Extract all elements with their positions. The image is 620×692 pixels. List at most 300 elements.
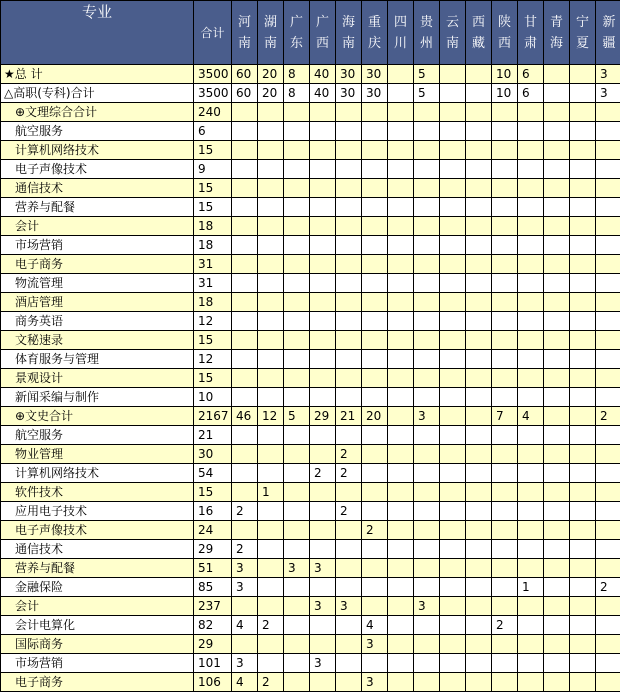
province-count-cell (388, 274, 414, 293)
province-count-cell (440, 369, 466, 388)
province-count-cell (310, 350, 336, 369)
province-count-cell (362, 103, 388, 122)
province-count-cell (440, 103, 466, 122)
province-count-cell (518, 350, 544, 369)
province-count-cell: 6 (518, 65, 544, 84)
province-count-cell (518, 217, 544, 236)
province-column-header (362, 1, 388, 65)
province-count-cell (596, 274, 620, 293)
province-count-cell (284, 236, 310, 255)
major-name-cell: 航空服务 (1, 122, 194, 141)
province-count-cell (284, 160, 310, 179)
province-count-cell (440, 426, 466, 445)
province-count-cell (388, 540, 414, 559)
province-count-cell (570, 635, 596, 654)
province-count-cell (440, 255, 466, 274)
province-count-cell: 3 (232, 559, 258, 578)
province-count-cell (570, 464, 596, 483)
province-count-cell (440, 597, 466, 616)
province-count-cell: 4 (518, 407, 544, 426)
province-header-char: 东 (284, 33, 309, 54)
province-count-cell (544, 502, 570, 521)
province-count-cell (570, 578, 596, 597)
province-count-cell (596, 445, 620, 464)
table-row (1, 540, 620, 559)
province-header-char: 州 (414, 33, 439, 54)
total-column-header: 合计 (194, 1, 232, 65)
province-count-cell (310, 369, 336, 388)
province-count-cell (310, 217, 336, 236)
total-cell: 12 (194, 312, 232, 331)
province-count-cell (414, 103, 440, 122)
province-count-cell (440, 559, 466, 578)
province-count-cell (414, 160, 440, 179)
province-count-cell (232, 236, 258, 255)
province-column-header (388, 1, 414, 65)
province-count-cell (518, 160, 544, 179)
province-count-cell: 40 (310, 65, 336, 84)
province-count-cell (570, 312, 596, 331)
province-column-header (284, 1, 310, 65)
table-row (1, 255, 620, 274)
province-count-cell (362, 483, 388, 502)
major-name-cell: ★总 计 (1, 65, 194, 84)
total-cell: 21 (194, 426, 232, 445)
table-row (1, 312, 620, 331)
province-count-cell: 3 (596, 65, 620, 84)
province-count-cell (518, 540, 544, 559)
province-count-cell (336, 198, 362, 217)
province-count-cell (596, 236, 620, 255)
province-count-cell (310, 445, 336, 464)
province-count-cell (388, 198, 414, 217)
province-count-cell (310, 426, 336, 445)
total-cell: 31 (194, 274, 232, 293)
province-count-cell (414, 255, 440, 274)
province-count-cell (336, 369, 362, 388)
province-count-cell (258, 179, 284, 198)
province-count-cell: 4 (362, 616, 388, 635)
major-name-cell: 市场营销 (1, 236, 194, 255)
province-count-cell (570, 540, 596, 559)
province-count-cell (310, 483, 336, 502)
province-count-cell (388, 236, 414, 255)
province-count-cell (544, 84, 570, 103)
province-count-cell (570, 103, 596, 122)
province-count-cell (544, 483, 570, 502)
province-count-cell (570, 597, 596, 616)
province-count-cell (466, 559, 492, 578)
province-count-cell (466, 597, 492, 616)
province-count-cell (232, 293, 258, 312)
province-count-cell (310, 616, 336, 635)
province-count-cell (336, 388, 362, 407)
province-column-header (414, 1, 440, 65)
province-count-cell (492, 312, 518, 331)
province-count-cell (362, 502, 388, 521)
province-count-cell (440, 274, 466, 293)
province-count-cell (310, 198, 336, 217)
province-header-char: 贵 (414, 12, 439, 33)
province-count-cell (310, 635, 336, 654)
province-count-cell (492, 274, 518, 293)
province-count-cell (258, 654, 284, 673)
total-cell: 3500 (194, 65, 232, 84)
province-count-cell (284, 578, 310, 597)
province-count-cell (544, 426, 570, 445)
province-count-cell (544, 65, 570, 84)
major-name-cell: △高职(专科)合计 (1, 84, 194, 103)
province-count-cell (518, 597, 544, 616)
total-cell: 15 (194, 141, 232, 160)
province-count-cell (570, 654, 596, 673)
province-count-cell (596, 255, 620, 274)
table-row (1, 179, 620, 198)
province-count-cell: 60 (232, 84, 258, 103)
province-count-cell: 3 (232, 654, 258, 673)
province-header-char: 疆 (596, 33, 620, 54)
province-count-cell (492, 236, 518, 255)
province-count-cell (362, 445, 388, 464)
province-count-cell (518, 122, 544, 141)
province-count-cell (232, 635, 258, 654)
province-count-cell (336, 654, 362, 673)
province-count-cell (388, 217, 414, 236)
province-count-cell (388, 654, 414, 673)
province-count-cell (440, 122, 466, 141)
total-cell: 2167 (194, 407, 232, 426)
province-count-cell: 4 (232, 616, 258, 635)
province-count-cell (232, 141, 258, 160)
province-count-cell (596, 217, 620, 236)
province-count-cell (596, 559, 620, 578)
province-count-cell (492, 141, 518, 160)
province-count-cell (570, 217, 596, 236)
province-header-char: 云 (440, 12, 465, 33)
province-count-cell: 1 (518, 578, 544, 597)
province-count-cell (336, 312, 362, 331)
province-count-cell (336, 635, 362, 654)
province-count-cell (466, 540, 492, 559)
province-count-cell (388, 635, 414, 654)
province-count-cell (570, 141, 596, 160)
total-cell: 237 (194, 597, 232, 616)
province-count-cell (310, 255, 336, 274)
table-row (1, 521, 620, 540)
province-count-cell (570, 160, 596, 179)
province-count-cell (258, 388, 284, 407)
province-count-cell (284, 388, 310, 407)
province-count-cell (310, 179, 336, 198)
province-count-cell: 5 (284, 407, 310, 426)
major-name-cell: 文秘速录 (1, 331, 194, 350)
province-count-cell: 40 (310, 84, 336, 103)
province-count-cell (232, 350, 258, 369)
province-count-cell (284, 502, 310, 521)
province-count-cell (440, 293, 466, 312)
province-count-cell (492, 122, 518, 141)
province-count-cell: 2 (362, 521, 388, 540)
province-count-cell (336, 331, 362, 350)
province-count-cell (388, 160, 414, 179)
province-count-cell (284, 312, 310, 331)
province-count-cell (466, 217, 492, 236)
province-count-cell (336, 255, 362, 274)
province-count-cell (544, 369, 570, 388)
province-count-cell (258, 236, 284, 255)
province-count-cell: 2 (258, 673, 284, 692)
province-count-cell (414, 312, 440, 331)
total-cell: 85 (194, 578, 232, 597)
province-count-cell (544, 464, 570, 483)
province-count-cell (232, 426, 258, 445)
province-count-cell (232, 198, 258, 217)
province-count-cell (414, 217, 440, 236)
major-name-cell: 计算机网络技术 (1, 141, 194, 160)
province-count-cell (284, 597, 310, 616)
total-cell: 12 (194, 350, 232, 369)
total-cell: 106 (194, 673, 232, 692)
province-count-cell: 2 (336, 502, 362, 521)
province-count-cell: 30 (362, 65, 388, 84)
province-count-cell (492, 559, 518, 578)
province-count-cell (518, 179, 544, 198)
province-count-cell (440, 654, 466, 673)
province-count-cell (440, 407, 466, 426)
province-count-cell (414, 445, 440, 464)
province-count-cell: 2 (336, 445, 362, 464)
province-header-char: 肃 (518, 33, 543, 54)
province-count-cell (310, 388, 336, 407)
province-header-char: 广 (284, 12, 309, 33)
province-count-cell (466, 160, 492, 179)
province-count-cell (232, 483, 258, 502)
province-count-cell (414, 236, 440, 255)
province-count-cell (284, 521, 310, 540)
table-row (1, 483, 620, 502)
province-count-cell (492, 331, 518, 350)
province-count-cell (414, 388, 440, 407)
province-count-cell (440, 540, 466, 559)
province-count-cell (492, 388, 518, 407)
province-column-header (440, 1, 466, 65)
province-count-cell (570, 84, 596, 103)
province-count-cell (492, 464, 518, 483)
province-count-cell (258, 103, 284, 122)
province-count-cell (466, 293, 492, 312)
province-count-cell (388, 179, 414, 198)
province-header-char: 广 (310, 12, 335, 33)
major-name-cell: 营养与配餐 (1, 559, 194, 578)
province-count-cell (258, 160, 284, 179)
table-row (1, 407, 620, 426)
province-count-cell: 8 (284, 84, 310, 103)
province-count-cell (232, 179, 258, 198)
province-count-cell (258, 350, 284, 369)
province-header-char: 藏 (466, 33, 491, 54)
province-count-cell (440, 635, 466, 654)
province-count-cell (440, 616, 466, 635)
province-count-cell (388, 559, 414, 578)
province-count-cell (336, 122, 362, 141)
province-count-cell: 3 (232, 578, 258, 597)
province-count-cell (518, 445, 544, 464)
province-count-cell (466, 635, 492, 654)
table-row (1, 84, 620, 103)
province-count-cell (232, 122, 258, 141)
table-row (1, 578, 620, 597)
province-count-cell (492, 483, 518, 502)
province-count-cell (310, 236, 336, 255)
table-row (1, 274, 620, 293)
province-count-cell (414, 179, 440, 198)
total-cell: 15 (194, 331, 232, 350)
province-count-cell (518, 198, 544, 217)
total-cell: 10 (194, 388, 232, 407)
major-name-cell: 物业管理 (1, 445, 194, 464)
province-count-cell (388, 597, 414, 616)
province-header-char: 四 (388, 12, 413, 33)
province-count-cell (492, 635, 518, 654)
province-count-cell (440, 331, 466, 350)
province-count-cell (570, 426, 596, 445)
province-count-cell (518, 559, 544, 578)
province-count-cell (388, 65, 414, 84)
province-count-cell (466, 103, 492, 122)
province-count-cell (414, 521, 440, 540)
province-count-cell (336, 559, 362, 578)
province-count-cell: 2 (596, 407, 620, 426)
province-count-cell (284, 540, 310, 559)
total-cell: 101 (194, 654, 232, 673)
province-count-cell (518, 369, 544, 388)
province-count-cell: 6 (518, 84, 544, 103)
province-count-cell (284, 103, 310, 122)
province-count-cell (310, 160, 336, 179)
province-count-cell (258, 445, 284, 464)
province-count-cell (414, 141, 440, 160)
province-count-cell (284, 445, 310, 464)
province-count-cell (362, 654, 388, 673)
province-header-char: 青 (544, 12, 569, 33)
province-count-cell (492, 293, 518, 312)
province-header-char: 南 (336, 33, 361, 54)
province-count-cell: 2 (232, 502, 258, 521)
major-name-cell: 会计 (1, 597, 194, 616)
province-count-cell (284, 198, 310, 217)
province-count-cell (284, 350, 310, 369)
province-count-cell: 4 (232, 673, 258, 692)
province-count-cell (466, 616, 492, 635)
table-row (1, 350, 620, 369)
province-count-cell (362, 312, 388, 331)
province-header-char: 南 (440, 33, 465, 54)
province-count-cell (466, 312, 492, 331)
province-count-cell (596, 388, 620, 407)
province-count-cell (518, 521, 544, 540)
province-count-cell (440, 312, 466, 331)
province-header-char: 河 (232, 12, 257, 33)
province-count-cell (492, 198, 518, 217)
province-header-char: 西 (310, 33, 335, 54)
province-count-cell (466, 521, 492, 540)
table-row (1, 122, 620, 141)
province-count-cell (544, 331, 570, 350)
province-count-cell (258, 540, 284, 559)
major-name-cell: 物流管理 (1, 274, 194, 293)
province-count-cell (544, 312, 570, 331)
province-count-cell (492, 445, 518, 464)
province-count-cell (258, 122, 284, 141)
province-header-char: 南 (258, 33, 283, 54)
province-count-cell (258, 635, 284, 654)
province-count-cell (388, 312, 414, 331)
province-count-cell: 46 (232, 407, 258, 426)
province-count-cell (492, 369, 518, 388)
province-count-cell (570, 236, 596, 255)
province-count-cell (414, 274, 440, 293)
province-count-cell: 3 (362, 635, 388, 654)
province-count-cell (310, 502, 336, 521)
province-count-cell (232, 255, 258, 274)
province-count-cell (310, 274, 336, 293)
province-count-cell (414, 502, 440, 521)
province-count-cell (284, 141, 310, 160)
major-name-cell: 计算机网络技术 (1, 464, 194, 483)
province-count-cell (362, 331, 388, 350)
province-count-cell (310, 521, 336, 540)
province-count-cell (362, 217, 388, 236)
province-count-cell (466, 464, 492, 483)
province-count-cell (232, 464, 258, 483)
major-name-cell: 电子声像技术 (1, 160, 194, 179)
province-count-cell (492, 578, 518, 597)
province-count-cell (284, 464, 310, 483)
province-count-cell: 30 (336, 65, 362, 84)
province-count-cell (466, 122, 492, 141)
province-count-cell (336, 521, 362, 540)
province-count-cell (440, 483, 466, 502)
province-count-cell (544, 103, 570, 122)
province-count-cell (336, 616, 362, 635)
province-count-cell (414, 616, 440, 635)
province-count-cell (414, 426, 440, 445)
province-count-cell (466, 654, 492, 673)
province-count-cell (596, 635, 620, 654)
province-count-cell: 2 (336, 464, 362, 483)
major-name-cell: 酒店管理 (1, 293, 194, 312)
province-count-cell (466, 255, 492, 274)
province-count-cell (596, 654, 620, 673)
province-count-cell (518, 654, 544, 673)
province-count-cell (232, 217, 258, 236)
province-count-cell (596, 293, 620, 312)
province-count-cell (518, 388, 544, 407)
province-count-cell (258, 426, 284, 445)
province-count-cell (336, 179, 362, 198)
province-count-cell (258, 274, 284, 293)
province-count-cell (414, 559, 440, 578)
province-count-cell (544, 160, 570, 179)
province-header-char: 川 (388, 33, 413, 54)
province-count-cell (440, 350, 466, 369)
province-count-cell (414, 293, 440, 312)
total-cell: 24 (194, 521, 232, 540)
province-count-cell (284, 293, 310, 312)
province-count-cell: 3 (310, 597, 336, 616)
province-count-cell (596, 426, 620, 445)
province-count-cell (440, 464, 466, 483)
